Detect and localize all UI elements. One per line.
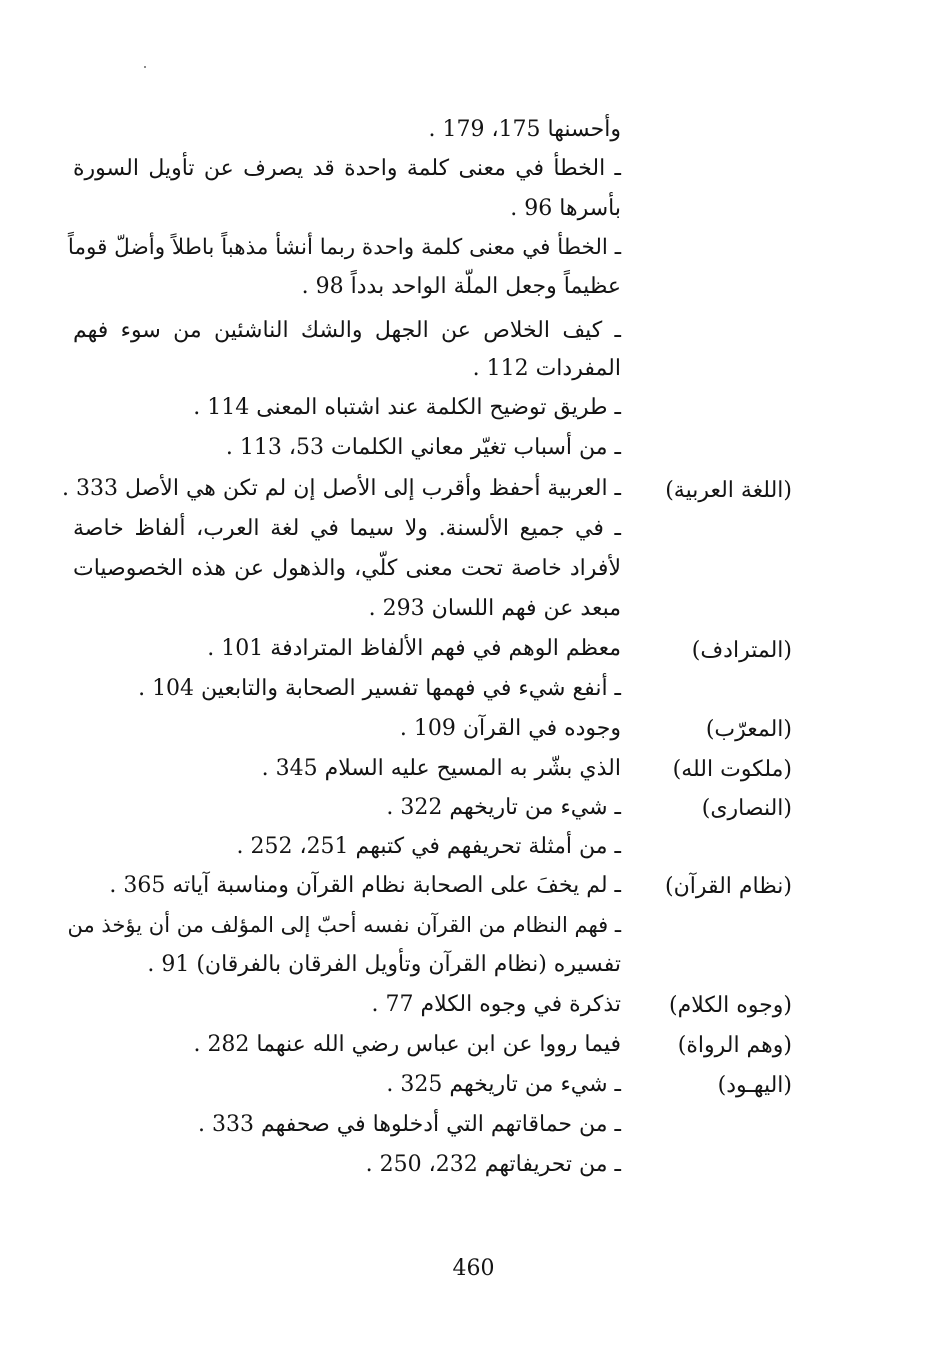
- entry-line: معظم الوهم في فهم الألفاظ المترادفة 101 .: [207, 636, 621, 661]
- entry-line: ـ شيء من تاريخهم 322 .: [386, 795, 621, 820]
- entry-line: ـ في جميع الألسنة. ولا سيما في لغة العرب، ألفاظ خاصة: [73, 516, 621, 541]
- scan-speck: [144, 66, 146, 68]
- index-term: (وهم الرواة): [677, 1033, 792, 1058]
- entry-line: ـ شيء من تاريخهم 325 .: [386, 1072, 621, 1097]
- entry-line: المفردات 112 .: [472, 356, 621, 381]
- entry-line: وجوده في القرآن 109 .: [399, 716, 621, 741]
- entry-line: تفسيره (نظام القرآن وتأويل الفرقان بالفرقان) 91 .: [147, 952, 621, 977]
- entry-line: ـ العربية أحفظ وأقرب إلى الأصل إن لم تكن هي الأصل 333 .: [61, 476, 621, 501]
- entry-line: ـ طريق توضيح الكلمة عند اشتباه المعنى 114 .: [193, 395, 621, 420]
- entry-line: عظيماً وجعل الملّة الواحد بدداً 98 .: [301, 274, 621, 299]
- entry-line: ـ لم يخفَ على الصحابة نظام القرآن ومناسبة آياته 365 .: [109, 873, 621, 898]
- entry-line: وأحسنها 175، 179 .: [428, 117, 621, 142]
- entry-line: ـ فهم النظام من القرآن نفسه أحبّ إلى المؤلف من أن يؤخذ من: [67, 913, 621, 937]
- entry-line: ـ الخطأ في معنى كلمة واحدة ربما أنشأ مذهباً باطلاً وأضلّ قوماً: [67, 235, 621, 260]
- entry-line: بأسرها 96 .: [510, 196, 621, 221]
- entry-line: لأفراد خاصة تحت معنى كلّي، والذهول عن هذه الخصوصيات: [73, 556, 621, 581]
- index-term: (النصارى): [701, 796, 792, 821]
- entry-line: تذكرة في وجوه الكلام 77 .: [371, 992, 621, 1017]
- entry-line: ـ من أسباب تغيّر معاني الكلمات 53، 113 .: [225, 435, 621, 460]
- entry-line: ـ كيف الخلاص عن الجهل والشك الناشئين من سوء فهم: [73, 318, 621, 343]
- entry-line: مبعد عن فهم اللسان 293 .: [368, 596, 621, 621]
- entry-line: ـ من تحريفاتهم 232، 250 .: [365, 1152, 621, 1177]
- entry-line: ـ من أمثلة تحريفهم في كتبهم 251، 252 .: [236, 834, 621, 859]
- index-term: (وجوه الكلام): [669, 993, 792, 1018]
- index-term: (نظام القرآن): [664, 874, 792, 899]
- entry-line: ـ الخطأ في معنى كلمة واحدة قد يصرف عن تأويل السورة: [73, 156, 621, 181]
- entry-line: فيما رووا عن ابن عباس رضي الله عنهما 282 .: [193, 1032, 621, 1057]
- page-number: 460: [452, 1256, 495, 1281]
- entry-line: ـ أنفع شيء في فهمها تفسير الصحابة والتابعين 104 .: [138, 676, 621, 701]
- index-term: (اللغة العربية): [665, 478, 792, 503]
- entry-line: ـ من حماقاتهم التي أدخلوها في صحفهم 333 .: [198, 1112, 621, 1137]
- index-term: (المترادف): [691, 638, 792, 663]
- index-term: (ملكوت الله): [672, 757, 792, 782]
- index-term: (اليهـود): [717, 1073, 792, 1098]
- index-term: (المعرّب): [705, 717, 792, 742]
- entry-line: الذي بشّر به المسيح عليه السلام 345 .: [261, 756, 621, 781]
